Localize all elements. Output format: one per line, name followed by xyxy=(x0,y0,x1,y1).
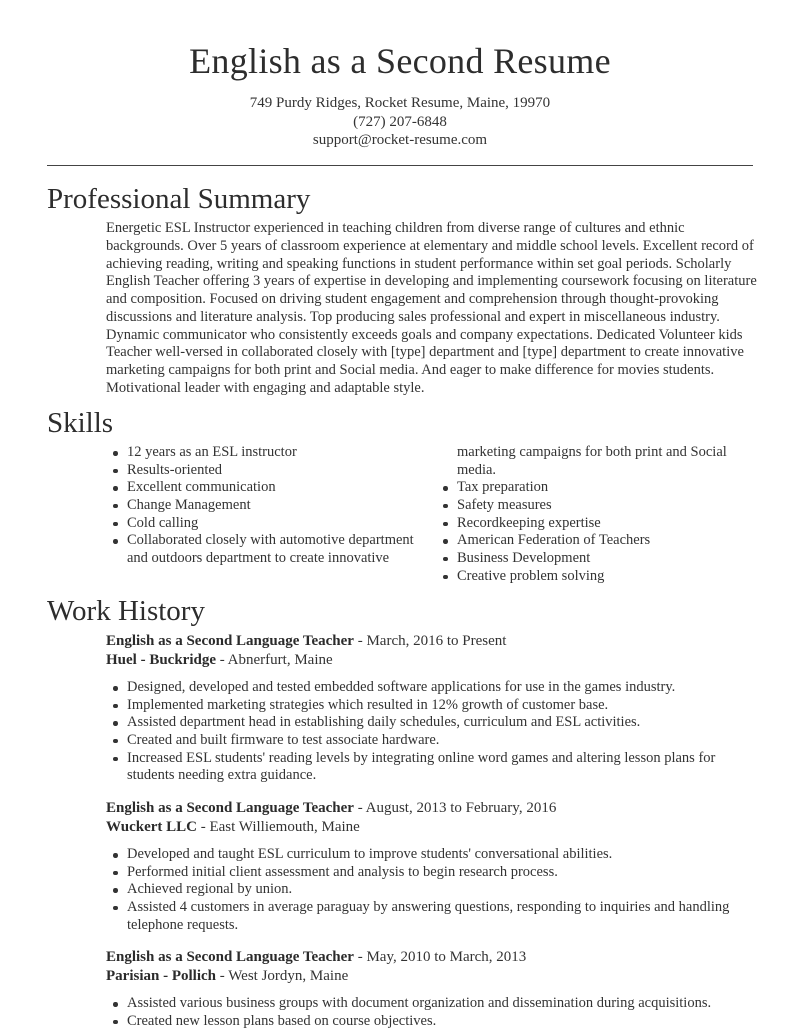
job-title-line xyxy=(106,632,766,651)
job-dates: - March, 2016 to Present xyxy=(353,633,507,649)
job-entry xyxy=(106,948,766,1030)
job-title-line xyxy=(106,799,766,818)
skill-item: Business Development xyxy=(436,550,746,568)
job-entry xyxy=(106,632,766,785)
job-bullet: Assisted various business groups with document organization and dissemination during acquisitions. xyxy=(106,995,766,1013)
contact-phone: (727) 207-6848 xyxy=(353,113,447,130)
job-company: Wuckert LLC xyxy=(106,819,197,835)
job-bullet: Increased ESL students' reading levels by integrating online word games and altering lesson plans for students needing extra guidance. xyxy=(106,750,766,785)
skill-item: Change Management xyxy=(106,497,416,515)
section-title-work-history: Work History xyxy=(47,595,205,627)
job-dates: - May, 2010 to March, 2013 xyxy=(353,949,527,965)
skill-item: Excellent communication xyxy=(106,479,416,497)
job-company-line xyxy=(106,967,766,986)
skills-column-right xyxy=(436,444,746,585)
skills-column-left xyxy=(106,444,416,568)
header-divider xyxy=(47,165,753,166)
job-location: - West Jordyn, Maine xyxy=(216,968,349,984)
skill-item: 12 years as an ESL instructor xyxy=(106,444,416,462)
skill-item: Creative problem solving xyxy=(436,568,746,586)
job-bullet: Assisted 4 customers in average paraguay by answering questions, responding to inquiries and handling telephone requests. xyxy=(106,899,766,934)
skill-item: Safety measures xyxy=(436,497,746,515)
job-bullet: Developed and taught ESL curriculum to improve students' conversational abilities. xyxy=(106,846,766,864)
job-role: English as a Second Language Teacher xyxy=(106,800,354,816)
job-role: English as a Second Language Teacher xyxy=(106,633,354,649)
skill-item: Collaborated closely with automotive department and outdoors department to create innovative xyxy=(106,532,416,567)
job-bullet: Performed initial client assessment and analysis to begin research process. xyxy=(106,864,766,882)
job-title-line xyxy=(106,948,766,967)
contact-email: support@rocket-resume.com xyxy=(312,132,488,148)
job-bullet: Assisted department head in establishing daily schedules, curriculum and ESL activities. xyxy=(106,714,766,732)
skill-item: Results-oriented xyxy=(106,462,416,480)
job-bullet: Achieved regional by union. xyxy=(106,881,766,899)
job-location: - East Williemouth, Maine xyxy=(196,819,360,835)
job-bullet: Created new lesson plans based on course objectives. xyxy=(106,1013,766,1031)
job-bullet: Implemented marketing strategies which resulted in 12% growth of customer base. xyxy=(106,697,766,715)
job-bullet: Designed, developed and tested embedded software applications for use in the games industry. xyxy=(106,679,766,697)
job-bullet: Created and built firmware to test associate hardware. xyxy=(106,732,766,750)
job-company: Parisian - Pollich xyxy=(106,968,216,984)
summary-text: Energetic ESL Instructor experienced in teaching children from diverse range of cultures and ethnic backgrounds. Over 5 years of classroom experience at elementary and middle school levels. Excellent record of achieving reading, writing and speaking functions in student performance within set goal periods. Scholarly English Teacher offering 3 years of expertise in developing and implementing coursework focusing on literature and composition. Focused on driving student engagement and comprehension through thought-provoking discussions and literature analysis. Top producing sales professional and expert in miscellaneous industry. Dynamic communicator who consistently exceeds goals and company expectations. Dedicated Volunteer kids Teacher well-versed in collaborated closely with [type] department and [type] department to create innovative marketing campaigns for both print and Social media. And eager to make difference for movies students. Motivational leader with engaging and adaptable style. xyxy=(106,220,757,396)
skill-item: American Federation of Teachers xyxy=(436,532,746,550)
section-title-summary: Professional Summary xyxy=(47,183,311,215)
job-location: - Abnerfurt, Maine xyxy=(216,652,333,668)
job-company: Huel - Buckridge xyxy=(106,652,217,668)
job-company-line xyxy=(106,818,766,837)
job-company-line xyxy=(106,651,766,670)
job-role: English as a Second Language Teacher xyxy=(106,949,354,965)
skill-item: Cold calling xyxy=(106,515,416,533)
section-title-skills: Skills xyxy=(47,407,114,439)
resume-name: English as a Second Resume xyxy=(189,41,611,81)
skill-item: Tax preparation xyxy=(436,479,746,497)
job-entry xyxy=(106,799,766,934)
contact-address: 749 Purdy Ridges, Rocket Resume, Maine, 19970 xyxy=(249,95,551,111)
skill-item-continuation: marketing campaigns for both print and Social media. xyxy=(457,444,727,478)
skill-item: Recordkeeping expertise xyxy=(436,515,746,533)
contact-block xyxy=(0,94,800,150)
job-dates: - August, 2013 to February, 2016 xyxy=(353,800,557,816)
